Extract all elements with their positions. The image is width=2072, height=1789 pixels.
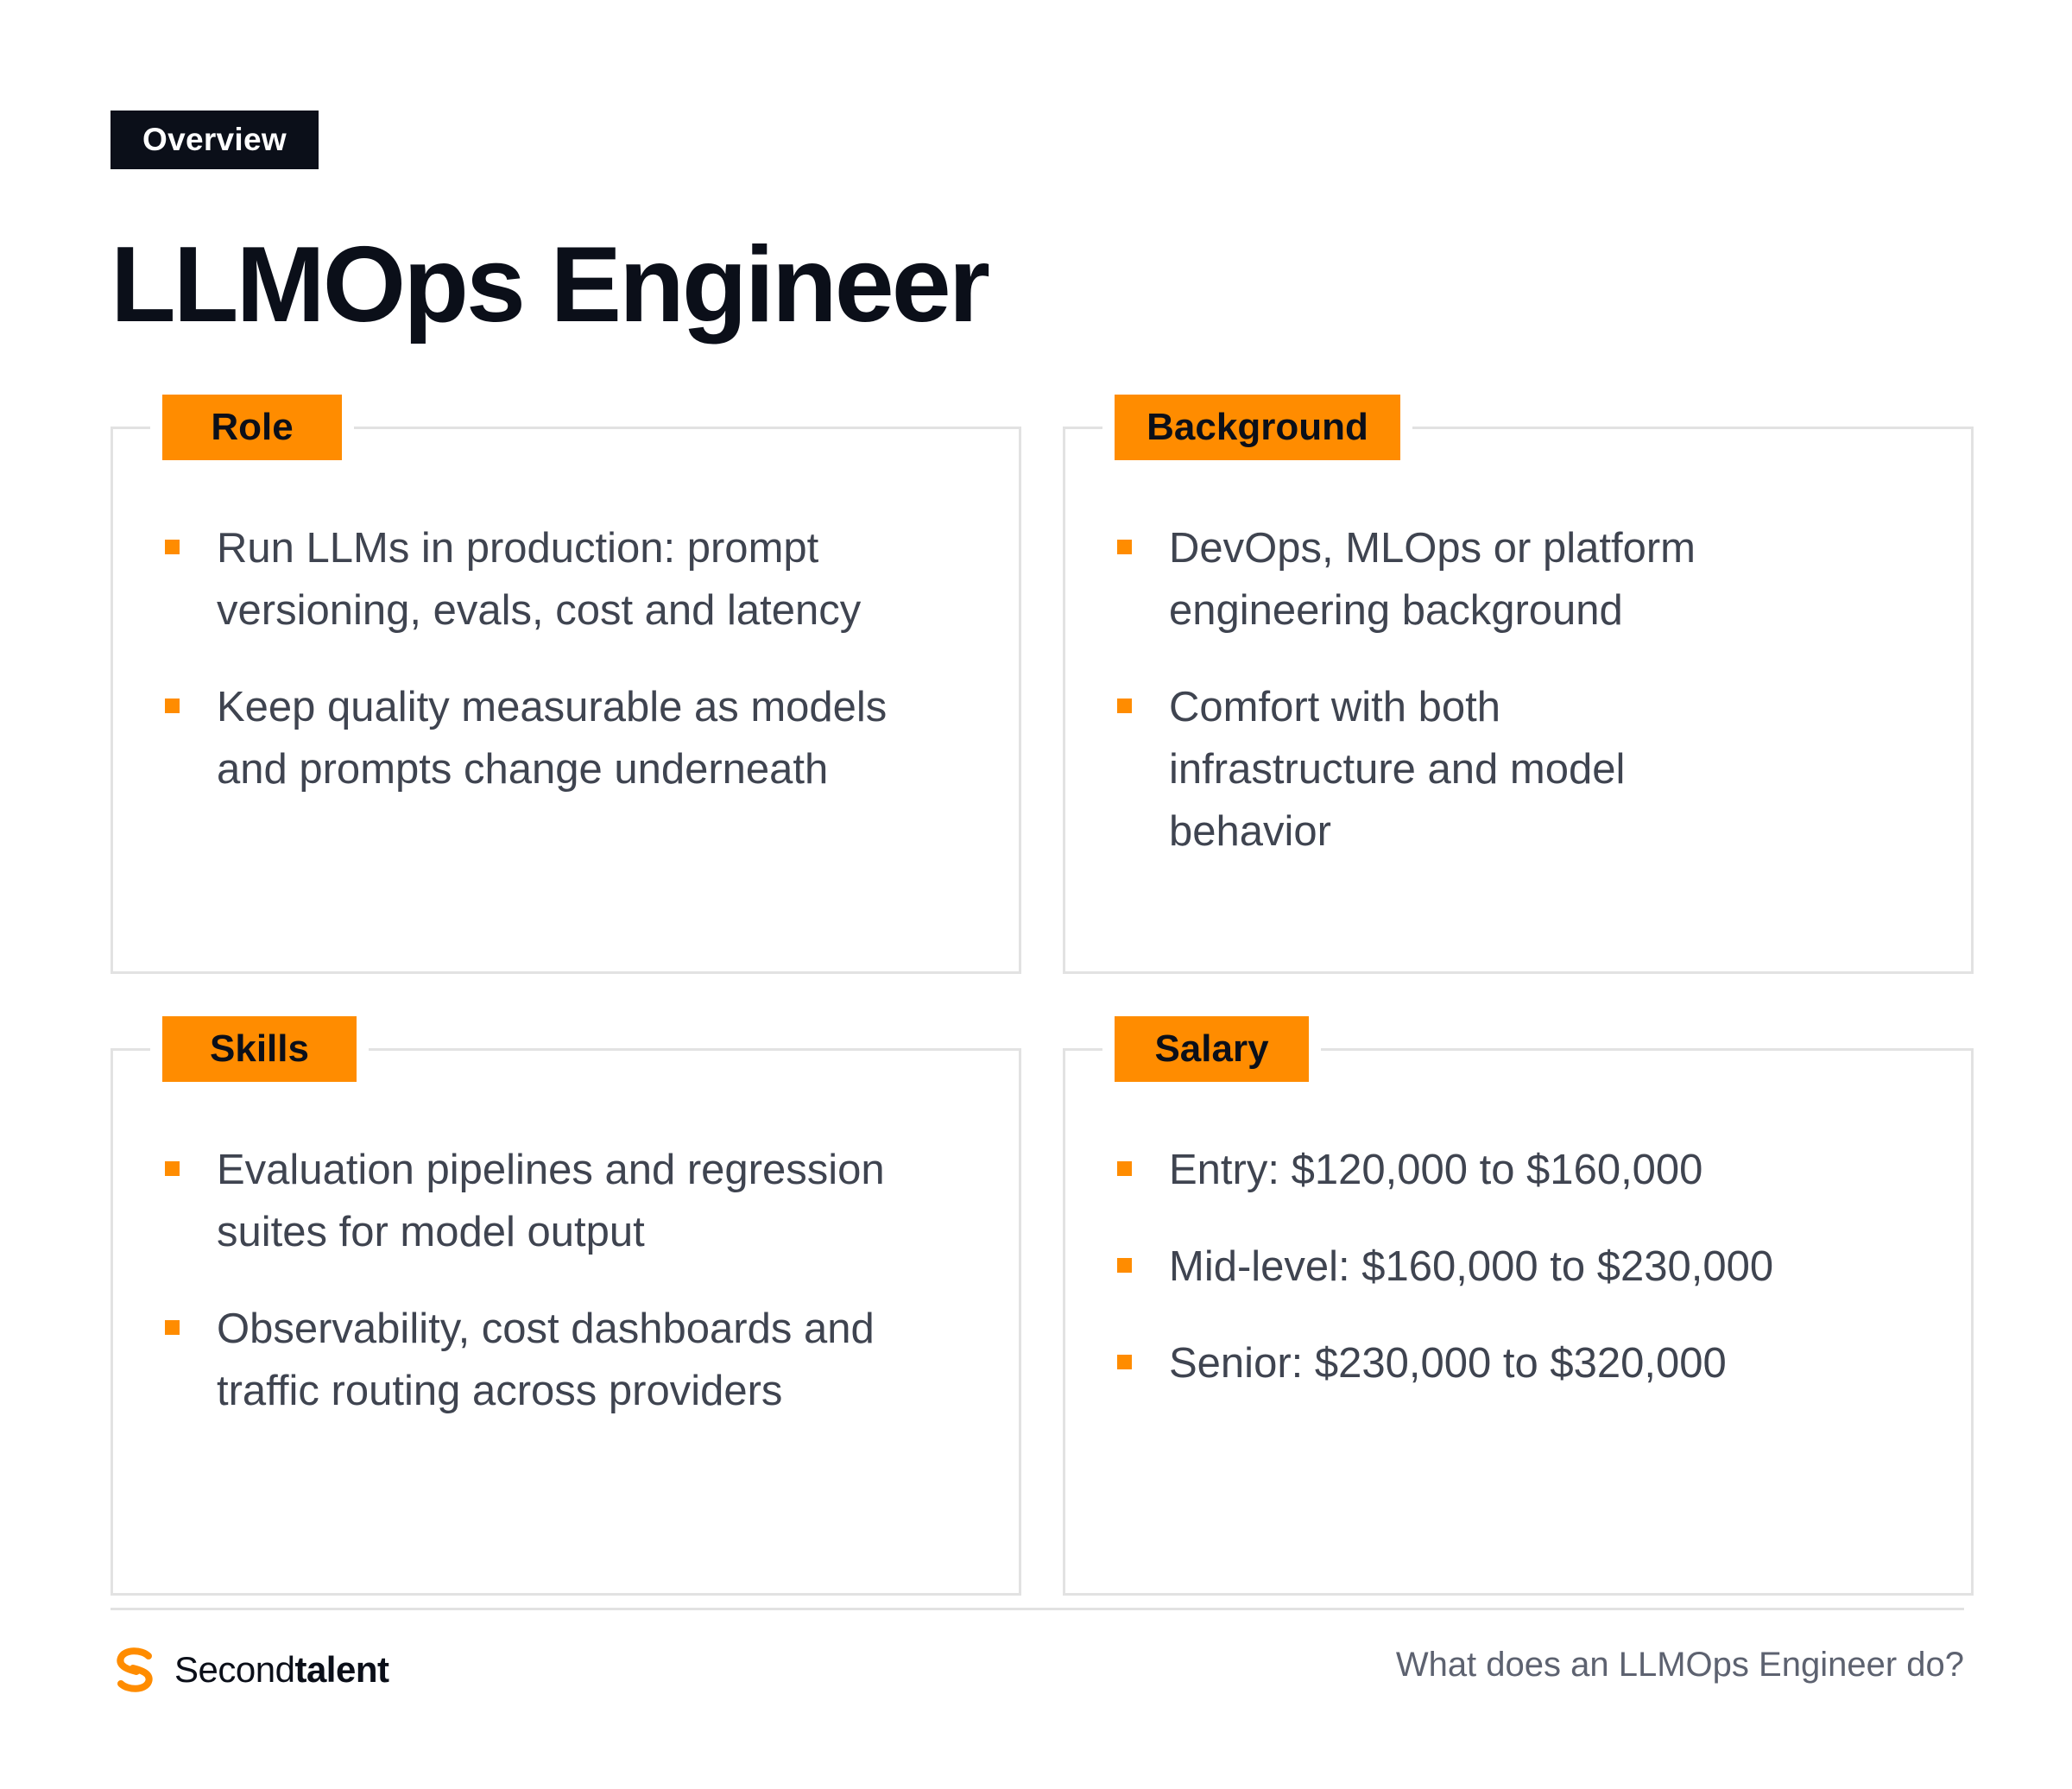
- skills-card: [111, 1027, 1021, 1596]
- footer-divider: [111, 1608, 1964, 1610]
- list-item-text: Mid-level: $160,000 to $230,000: [1169, 1243, 1774, 1290]
- list-item-text: Keep quality measurable as models and prompts change underneath: [217, 684, 888, 793]
- list-item: [1115, 1332, 1944, 1394]
- list-item: [163, 1139, 923, 1263]
- list-item-text: DevOps, MLOps or platform engineering background: [1169, 525, 1696, 634]
- orange-square-bullet-icon: [1117, 1355, 1132, 1369]
- list-item-text: Run LLMs in production: prompt versioning, evals, cost and latency: [217, 525, 862, 634]
- brand-name-regular: Second: [174, 1649, 295, 1690]
- list-item-text: Entry: $120,000 to $160,000: [1169, 1147, 1703, 1193]
- orange-square-bullet-icon: [1117, 1161, 1132, 1176]
- orange-square-bullet-icon: [165, 1161, 180, 1176]
- list-item-text: Senior: $230,000 to $320,000: [1169, 1340, 1727, 1387]
- salary-card: [1063, 1027, 1974, 1596]
- orange-square-bullet-icon: [1117, 540, 1132, 554]
- brand-name-bold: talent: [294, 1649, 389, 1690]
- overview-tag: Overview: [111, 111, 319, 169]
- orange-square-bullet-icon: [165, 1320, 180, 1335]
- role-card-label: Role: [162, 395, 342, 460]
- list-item: [1115, 517, 1737, 642]
- list-item-text: Observability, cost dashboards and traffic routing across providers: [217, 1305, 875, 1414]
- page-title: LLMOps Engineer: [111, 225, 988, 345]
- background-list: [1115, 517, 1737, 897]
- brand-logo: [111, 1644, 388, 1696]
- secondtalent-s-logo-icon: [111, 1646, 159, 1694]
- orange-square-bullet-icon: [1117, 1258, 1132, 1273]
- list-item-text: Evaluation pipelines and regression suites for model output: [217, 1147, 885, 1255]
- brand-name: [174, 1649, 388, 1691]
- list-item-text: Comfort with both infrastructure and model behavior: [1169, 684, 1626, 855]
- list-item: [163, 1298, 923, 1422]
- salary-list: [1115, 1139, 1944, 1429]
- orange-square-bullet-icon: [1117, 699, 1132, 713]
- footer-caption: What does an LLMOps Engineer do?: [1395, 1646, 1964, 1684]
- list-item: [1115, 676, 1737, 863]
- orange-square-bullet-icon: [165, 540, 180, 554]
- skills-card-label: Skills: [162, 1016, 357, 1082]
- list-item: [1115, 1139, 1944, 1201]
- background-card: [1063, 406, 1974, 974]
- role-card: [111, 406, 1021, 974]
- list-item: [163, 676, 923, 800]
- salary-card-label: Salary: [1115, 1016, 1309, 1082]
- role-list: [163, 517, 923, 835]
- background-card-label: Background: [1115, 395, 1400, 460]
- orange-square-bullet-icon: [165, 699, 180, 713]
- list-item: [163, 517, 923, 642]
- skills-list: [163, 1139, 923, 1457]
- list-item: [1115, 1236, 1944, 1298]
